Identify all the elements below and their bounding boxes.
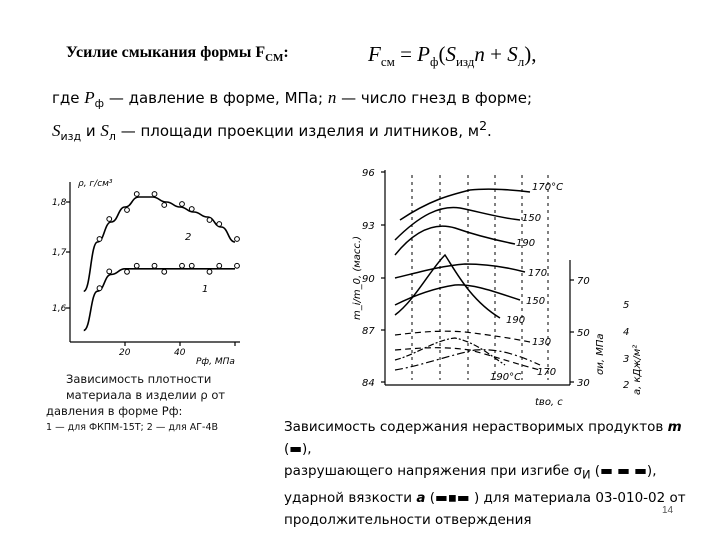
curing-left-label: m_i/m_0, (масс.) [352,236,363,320]
curve-label: 170 [537,367,557,378]
formula-s1-sub: изд [455,54,475,70]
curve-label: 130 [532,337,552,348]
curve-label: 150 [522,213,542,224]
formula-lhs: F [368,42,381,66]
density-x-label: Pф, МПа [196,357,235,367]
formula-s2-sub: л [517,54,525,70]
density-chart [30,170,260,375]
left-caption-line-4: 1 — для ФКПМ-15Т; 2 — для АГ-4В [46,422,219,433]
desc-l3-text: разрушающего напряжения при изгибе σ [284,463,583,479]
curing-left-tick: 87 [362,326,375,337]
clamping-force-formula [368,42,537,70]
density-point [207,218,212,223]
density-point [217,222,222,227]
curing-left-tick: 93 [362,221,375,232]
left-caption-line-3: давления в форме Pф: [46,404,183,418]
density-point [107,269,112,274]
density-point [152,263,157,268]
def2-s2: S [100,121,109,140]
curing-left-tick: 96 [362,168,375,179]
density-curve-1 [84,269,235,331]
curing-chart [340,160,680,410]
curve-a-130 [395,331,530,342]
def1-mid: — давление в форме, МПа; [104,89,328,107]
density-point [152,192,157,197]
curve-label: 190 [506,315,526,326]
density-point [235,237,240,242]
def1-prefix: где [52,89,85,107]
formula-lhs-sub: см [380,54,395,70]
formula-p-sub: ф [430,54,439,70]
formula-n: n [474,42,485,66]
density-point [180,202,185,207]
desc-l1-m: m [667,419,682,435]
def2-s2-sub: л [108,130,116,143]
curve-label: 150 [526,296,546,307]
formula-open: ( [438,42,446,66]
curve-m-150 [395,207,520,240]
density-point [180,263,185,268]
def1-n: n [327,88,337,107]
curing-right2-tick: 5 [623,300,630,311]
formula-s1: S [445,42,456,66]
desc-line-4 [284,487,714,509]
def2-s1-sub: изд [60,130,82,143]
definition-line-1 [52,88,532,110]
density-point [189,207,194,212]
curve-label: 190°С [490,372,522,383]
left-caption-line-2: материала в изделии ρ от [66,388,226,402]
def2-rest: — площади проекции изделия и литников, м [115,122,480,140]
formula-p: P [417,42,430,66]
density-y-label: ρ, г/см³ [78,179,113,189]
curing-x-label: tво, с [535,397,563,408]
figure-description [284,416,714,531]
desc-line-1 [284,416,714,438]
def1-rest: — число гнезд в форме; [336,89,533,107]
curing-right-tick: 50 [577,328,590,339]
density-point [217,263,222,268]
def2-and: и [81,122,101,140]
formula-s2: S [507,42,518,66]
curve-sigma-170 [395,264,525,278]
desc-l3-end: (▬ ▬ ▬), [590,463,657,479]
desc-l3-sub: И [582,468,591,482]
def2-sup: 2 [479,118,488,133]
curing-right2-tick: 4 [623,327,630,338]
density-point [189,263,194,268]
curve-m-190 [395,226,515,255]
curve-label: 170°С [532,182,564,193]
page-number: 14 [662,505,674,516]
curing-right2-label: а, кДж/м² [632,344,643,395]
density-y-tick: 1,6 [52,304,67,314]
title-sub: СМ [265,52,284,65]
def2-s1: S [52,121,61,140]
desc-l1-text: Зависимость содержания нерастворимых продуктов [284,419,668,435]
curing-left-tick: 90 [362,274,375,285]
desc-l4-a: a [416,489,426,506]
title-colon: : [283,44,289,61]
density-point [134,263,139,268]
density-y-tick: 1,7 [52,248,67,258]
density-point [134,192,139,197]
density-y-tick: 1,8 [52,198,67,208]
curve-label: 190 [516,238,536,249]
definition-line-2 [52,118,492,143]
desc-line-2: (▬), [284,441,312,457]
curing-right-tick: 30 [577,378,590,389]
density-point [107,217,112,222]
desc-l4-end: (▬▪▬ ) для материала 03-010-02 от [425,489,686,506]
density-x-tick: 20 [119,348,131,358]
density-point [97,237,102,242]
desc-line-3 [284,460,714,487]
curve-m-170 [400,189,530,220]
density-point [125,208,130,213]
curve-label-1: 1 [202,284,209,295]
density-point [207,269,212,274]
curve-label: 170 [528,268,548,279]
def1-p: P [84,88,95,107]
slide-title [66,44,289,64]
def2-end: . [487,122,492,140]
density-point [235,263,240,268]
density-x-tick: 40 [174,348,186,358]
curve-label-2: 2 [185,232,192,243]
curing-right-tick: 70 [577,276,590,287]
desc-l4-text: ударной вязкости [284,489,417,506]
density-point [162,269,167,274]
formula-plus: + [484,42,508,66]
density-series [84,192,240,331]
desc-line-5: продолжительности отверждения [284,511,532,528]
curing-right2-tick: 2 [623,380,630,391]
left-caption-line-1: Зависимость плотности [66,372,212,386]
density-point [97,286,102,291]
formula-eq: = [394,42,418,66]
formula-close: ), [524,42,537,66]
def1-p-sub: ф [94,97,105,110]
curing-right1-label: σи, МПа [595,333,606,375]
density-point [162,203,167,208]
title-text: Усилие смыкания формы F [66,44,266,61]
density-point [125,269,130,274]
curing-left-tick: 84 [362,378,375,389]
curing-right2-tick: 3 [623,354,630,365]
